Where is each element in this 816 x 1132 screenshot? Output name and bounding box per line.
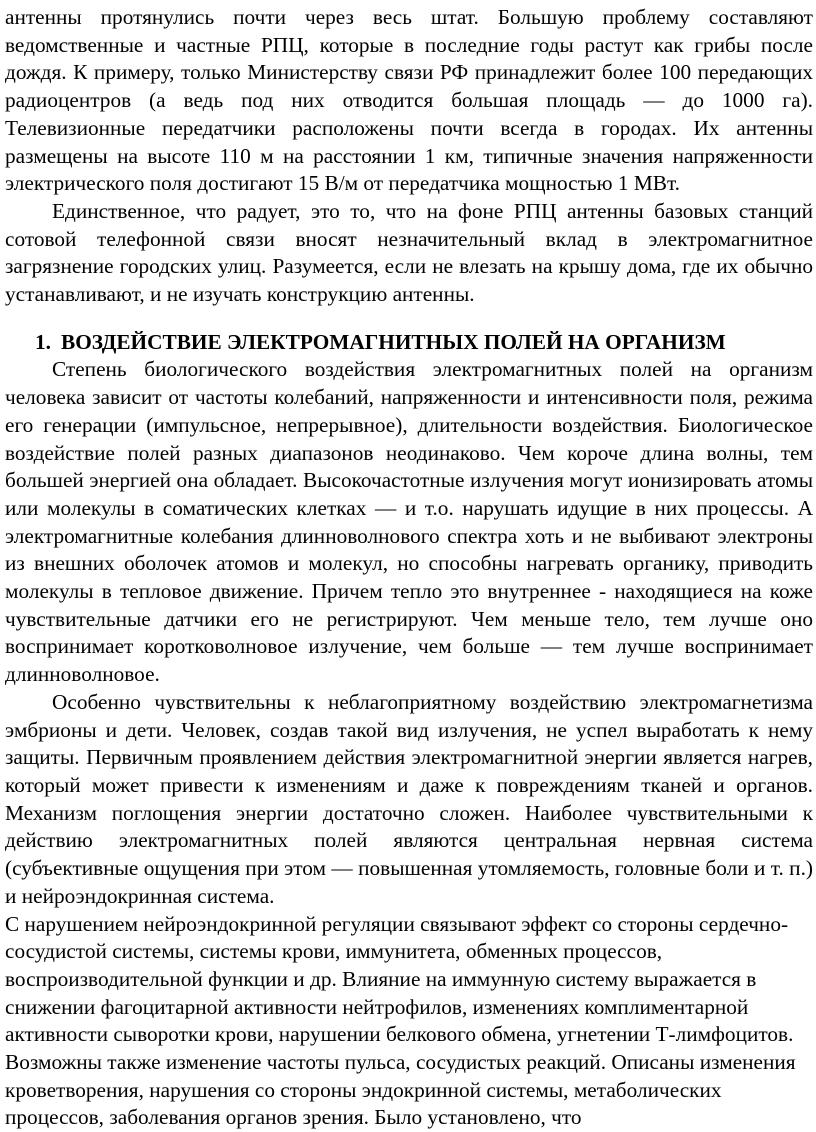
section-number: 1. xyxy=(35,330,51,354)
paragraph-1: антенны протянулись почти через весь штат. Большую проблему составляют ведомственные и частные РПЦ, которые в последние годы растут как грибы после дождя. К примеру, только Министерству связи РФ принадлежит более 100 передающих радиоцентров (а ведь под них отводится большая площадь — до 1000 га). Телевизионные передатчики расположены почти всегда в городах. Их антенны размещены на высоте 110 м на расстоянии 1 км, типичные значения напряженности электрического поля достигают 15 В/м от передатчика мощностью 1 МВт. xyxy=(5,4,813,198)
section-heading xyxy=(5,329,813,357)
paragraph-2: Единственное, что радует, это то, что на фоне РПЦ антенны базовых станций сотовой телефонной связи вносят незначительный вклад в электромагнитное загрязнение городских улиц. Разумеется, если не влезать на крышу дома, где их обычно устанавливают, и не изучать конструкцию антенны. xyxy=(5,198,813,309)
paragraph-3: Степень биологического воздействия электромагнитных полей на организм человека зависит от частоты колебаний, напряженности и интенсивности поля, режима его генерации (импульсное, непрерывное), длительности воздействия. Биологическое воздействие полей разных диапазонов неодинаково. Чем короче длина волны, тем большей энергией она обладает. Высокочастотные излучения могут ионизировать атомы или молекулы в соматических клетках — и т.о. нарушать идущие в них процессы. А электромагнитные колебания длинноволнового спектра хоть и не выбивают электроны из внешних оболочек атомов и молекул, но способны нагревать органику, приводить молекулы в тепловое движение. Причем тепло это внутреннее - находящиеся на коже чувствительные датчики его не регистрируют. Чем меньше тело, тем лучше оно воспринимает коротковолновое излучение, чем больше — тем лучше воспринимает длинноволновое. xyxy=(5,356,813,688)
paragraph-5: С нарушением нейроэндокринной регуляции связывают эффект со стороны сердечно-сосудистой системы, системы крови, иммунитета, обменных процессов, воспроизводительной функции и др. Влияние на иммунную систему выражается в снижении фагоцитарной активности нейтрофилов, изменениях комплиментарной активности сыворотки крови, нарушении белкового обмена, угнетении Т-лимфоцитов. Возможны также изменение частоты пульса, сосудистых реакций. Описаны изменения кроветворения, нарушения со стороны эндокринной системы, метаболических процессов, заболевания органов зрения. Было установлено, что xyxy=(5,911,813,1132)
section-title: ВОЗДЕЙСТВИЕ ЭЛЕКТРОМАГНИТНЫХ ПОЛЕЙ НА ОРГАНИЗМ xyxy=(61,330,726,354)
paragraph-4: Особенно чувствительны к неблагоприятному воздействию электромагнетизма эмбрионы и дети. Человек, создав такой вид излучения, не успел выработать к нему защиты. Первичным проявлением действия электромагнитной энергии является нагрев, который может привести к изменениям и даже к повреждениям тканей и органов. Механизм поглощения энергии достаточно сложен. Наиболее чувствительными к действию электромагнитных полей являются центральная нервная система (субъективные ощущения при этом — повышенная утомляемость, головные боли и т. п.) и нейроэндокринная система. xyxy=(5,689,813,911)
